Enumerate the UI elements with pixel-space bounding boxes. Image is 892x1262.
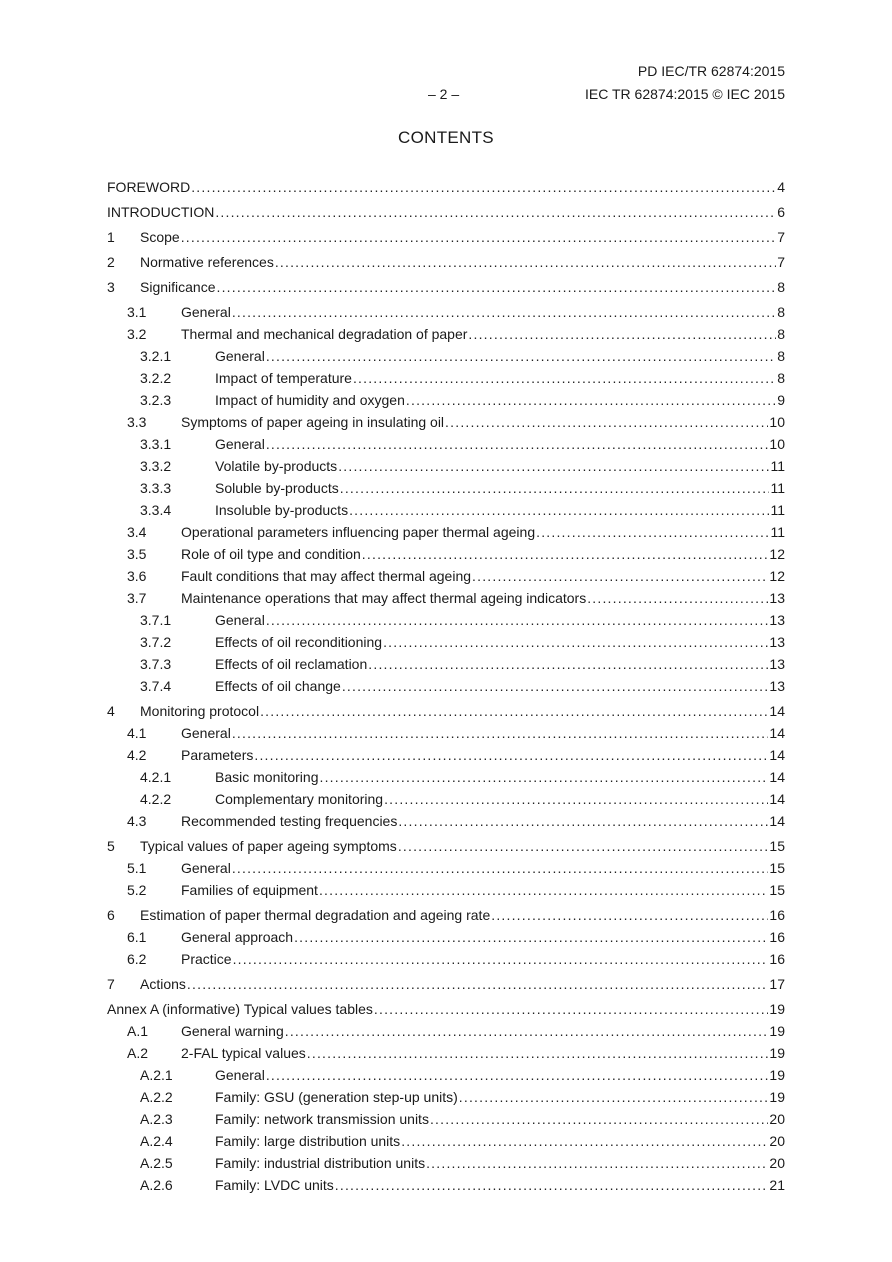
toc-entry-title: Family: GSU (generation step-up units) (215, 1089, 458, 1105)
toc-entry-page: 8 (777, 279, 785, 295)
toc-entry-number: 3.7.1 (140, 612, 172, 628)
toc-entry-number: 3.7 (127, 590, 147, 606)
toc-entry[interactable] (107, 879, 785, 901)
dot-leader (266, 1064, 769, 1086)
dot-leader (307, 1042, 769, 1064)
toc-entry-title: Basic monitoring (215, 769, 319, 785)
toc-entry-number: 4 (107, 703, 115, 719)
toc-entry[interactable] (107, 1086, 785, 1108)
toc-entry-number: 2 (107, 254, 115, 270)
toc-entry-number: 3.2.3 (140, 392, 172, 408)
toc-entry-title: Monitoring protocol (140, 703, 260, 719)
dot-leader (181, 226, 777, 248)
dot-leader (406, 389, 776, 411)
dot-leader (275, 251, 776, 273)
contents-title: CONTENTS (398, 128, 494, 147)
toc-entry-page: 13 (769, 590, 785, 606)
toc-entry-page: 19 (769, 1001, 785, 1017)
toc-entry-page: 11 (770, 480, 785, 496)
dot-leader (368, 653, 768, 675)
dot-leader (232, 722, 769, 744)
toc-entry[interactable] (107, 1108, 785, 1130)
toc-entry-page: 13 (769, 656, 785, 672)
toc-entry[interactable] (107, 1020, 785, 1042)
toc-entry[interactable] (107, 411, 785, 433)
toc-entry-number: 3 (107, 279, 115, 295)
toc-entry-page: 12 (769, 568, 785, 584)
toc-entry[interactable] (107, 810, 785, 832)
toc-entry-page: 7 (777, 229, 785, 245)
toc-entry[interactable] (107, 176, 785, 198)
dot-leader (232, 301, 776, 323)
toc-entry-page: 16 (769, 929, 785, 945)
toc-entry-title: General (215, 348, 265, 364)
toc-entry[interactable] (107, 766, 785, 788)
toc-entry-number: 6 (107, 907, 115, 923)
toc-entry-title: Insoluble by-products (215, 502, 349, 518)
dot-leader (187, 973, 769, 995)
toc-entry[interactable] (107, 973, 785, 995)
toc-entry[interactable] (107, 499, 785, 521)
toc-entry-title: FOREWORD (107, 179, 191, 195)
toc-entry-page: 4 (777, 179, 785, 195)
toc-entry-page: 14 (769, 747, 785, 763)
toc-entry-title: Complementary monitoring (215, 791, 384, 807)
dot-leader (398, 835, 769, 857)
toc-entry-title: General (215, 436, 265, 452)
dot-leader (587, 587, 768, 609)
toc-entry[interactable] (107, 251, 785, 273)
toc-entry[interactable] (107, 455, 785, 477)
toc-entry-number: 4.1 (127, 725, 147, 741)
toc-entry-page: 20 (769, 1133, 785, 1149)
toc-entry-page: 14 (769, 769, 785, 785)
toc-entry-title: Typical values of paper ageing symptoms (140, 838, 397, 854)
toc-entry-page: 14 (769, 791, 785, 807)
toc-entry-number: A.1 (127, 1023, 149, 1039)
toc-entry-title: 2-FAL typical values (181, 1045, 306, 1061)
toc-entry-title: Thermal and mechanical degradation of paper (181, 326, 468, 342)
toc-entry-page: 10 (769, 436, 785, 452)
toc-entry-title: General (215, 612, 265, 628)
toc-entry-page: 20 (769, 1155, 785, 1171)
toc-entry-number: A.2.6 (140, 1177, 173, 1193)
dot-leader (338, 455, 769, 477)
toc-entry-page: 12 (769, 546, 785, 562)
toc-entry-number: A.2.1 (140, 1067, 173, 1083)
toc-entry-number: 4.2 (127, 747, 147, 763)
toc-entry-number: 6.1 (127, 929, 147, 945)
toc-entry-number: 3.7.2 (140, 634, 172, 650)
table-of-contents (107, 176, 785, 1196)
dot-leader (349, 499, 769, 521)
dot-leader (468, 323, 776, 345)
dot-leader (260, 700, 768, 722)
toc-entry-title: Parameters (181, 747, 254, 763)
dot-leader (266, 433, 769, 455)
toc-entry[interactable] (107, 675, 785, 697)
dot-leader (398, 810, 768, 832)
toc-entry-number: 5.2 (127, 882, 147, 898)
toc-entry-number: 3.2.1 (140, 348, 172, 364)
dot-leader (232, 857, 769, 879)
toc-entry-title: General (215, 1067, 265, 1083)
dot-leader (217, 276, 777, 298)
toc-entry[interactable] (107, 653, 785, 675)
toc-entry-number: 5.1 (127, 860, 147, 876)
toc-entry-number: A.2.2 (140, 1089, 173, 1105)
toc-entry-page: 7 (777, 254, 785, 270)
toc-entry-page: 19 (769, 1023, 785, 1039)
dot-leader (401, 1130, 768, 1152)
toc-entry[interactable] (107, 1130, 785, 1152)
toc-entry-number: A.2.4 (140, 1133, 173, 1149)
toc-entry-title: Operational parameters influencing paper thermal ageing (181, 524, 536, 540)
dot-leader (191, 176, 776, 198)
toc-entry-title: Soluble by-products (215, 480, 339, 496)
toc-entry-number: 3.3.1 (140, 436, 172, 452)
toc-entry[interactable] (107, 367, 785, 389)
toc-entry-title: Practice (181, 951, 232, 967)
toc-entry[interactable] (107, 301, 785, 323)
toc-entry-page: 19 (769, 1067, 785, 1083)
toc-entry-title: Effects of oil reclamation (215, 656, 368, 672)
toc-entry-page: 9 (777, 392, 785, 408)
toc-entry-title: Fault conditions that may affect thermal ageing (181, 568, 472, 584)
toc-entry-page: 8 (777, 370, 785, 386)
toc-entry[interactable] (107, 543, 785, 565)
toc-entry-number: 4.2.2 (140, 791, 172, 807)
toc-entry-number: 4.2.1 (140, 769, 172, 785)
dot-leader (426, 1152, 768, 1174)
toc-entry-page: 11 (770, 524, 785, 540)
toc-entry-page: 15 (769, 882, 785, 898)
toc-entry[interactable] (107, 700, 785, 722)
toc-entry-number: 3.6 (127, 568, 147, 584)
document-id: PD IEC/TR 62874:2015 (637, 63, 785, 79)
toc-entry-title: INTRODUCTION (107, 204, 215, 220)
toc-entry[interactable] (107, 587, 785, 609)
toc-entry-page: 13 (769, 678, 785, 694)
toc-entry-page: 11 (770, 458, 785, 474)
dot-leader (362, 543, 769, 565)
toc-entry-title: Normative references (140, 254, 274, 270)
toc-entry[interactable] (107, 477, 785, 499)
toc-entry-title: Actions (140, 976, 186, 992)
dot-leader (335, 1174, 769, 1196)
toc-entry[interactable] (107, 948, 785, 970)
toc-entry-title: Significance (140, 279, 216, 295)
toc-entry-page: 14 (769, 703, 785, 719)
toc-entry-title: Annex A (informative) Typical values tables (107, 1001, 373, 1017)
toc-entry-page: 17 (769, 976, 785, 992)
page-number: – 2 – (428, 86, 460, 102)
toc-entry[interactable] (107, 345, 785, 367)
toc-entry-title: Effects of oil reconditioning (215, 634, 383, 650)
toc-entry-number: 3.7.4 (140, 678, 172, 694)
toc-entry-title: Maintenance operations that may affect thermal ageing indicators (181, 590, 587, 606)
dot-leader (374, 998, 769, 1020)
toc-entry[interactable] (107, 1042, 785, 1064)
dot-leader (320, 766, 769, 788)
toc-entry-number: A.2.3 (140, 1111, 173, 1127)
toc-entry[interactable] (107, 323, 785, 345)
dot-leader (319, 879, 768, 901)
toc-entry-page: 20 (769, 1111, 785, 1127)
toc-entry-title: Impact of humidity and oxygen (215, 392, 405, 408)
toc-entry[interactable] (107, 1152, 785, 1174)
dot-leader (294, 926, 768, 948)
toc-entry-number: 5 (107, 838, 115, 854)
toc-entry-number: 3.1 (127, 304, 147, 320)
toc-entry-page: 16 (769, 907, 785, 923)
toc-entry-number: 3.7.3 (140, 656, 172, 672)
dot-leader (536, 521, 769, 543)
toc-entry-title: Estimation of paper thermal degradation and ageing rate (140, 907, 491, 923)
toc-entry-number: 3.3.2 (140, 458, 172, 474)
toc-entry[interactable] (107, 904, 785, 926)
toc-entry[interactable] (107, 788, 785, 810)
dot-leader (459, 1086, 769, 1108)
toc-entry[interactable] (107, 998, 785, 1020)
toc-entry-title: Families of equipment (181, 882, 318, 898)
toc-entry[interactable] (107, 1064, 785, 1086)
toc-entry-number: 3.4 (127, 524, 147, 540)
toc-entry[interactable] (107, 276, 785, 298)
toc-entry-page: 6 (777, 204, 785, 220)
toc-entry[interactable] (107, 389, 785, 411)
toc-entry-number: 3.2 (127, 326, 147, 342)
toc-entry-page: 19 (769, 1045, 785, 1061)
toc-entry-title: Volatile by-products (215, 458, 338, 474)
toc-entry-page: 8 (777, 348, 785, 364)
toc-entry-title: Scope (140, 229, 180, 245)
toc-entry[interactable] (107, 722, 785, 744)
toc-entry[interactable] (107, 744, 785, 766)
toc-entry-number: 3.5 (127, 546, 147, 562)
toc-entry-page: 16 (769, 951, 785, 967)
toc-entry-title: General (181, 860, 231, 876)
toc-entry-title: Impact of temperature (215, 370, 352, 386)
toc-entry[interactable] (107, 521, 785, 543)
toc-entry[interactable] (107, 631, 785, 653)
toc-entry-page: 8 (777, 304, 785, 320)
dot-leader (340, 477, 770, 499)
copyright-line: IEC TR 62874:2015 © IEC 2015 (585, 86, 785, 102)
toc-entry-title: General warning (181, 1023, 284, 1039)
toc-entry-page: 11 (770, 502, 785, 518)
toc-entry-number: 3.2.2 (140, 370, 172, 386)
toc-entry-title: Family: large distribution units (215, 1133, 401, 1149)
toc-entry[interactable] (107, 433, 785, 455)
dot-leader (342, 675, 769, 697)
dot-leader (430, 1108, 768, 1130)
toc-entry-number: 7 (107, 976, 115, 992)
toc-entry-number: 1 (107, 229, 115, 245)
dot-leader (215, 201, 776, 223)
toc-entry-title: General (181, 725, 231, 741)
toc-entry-number: A.2 (127, 1045, 149, 1061)
toc-entry-title: Family: network transmission units (215, 1111, 429, 1127)
toc-entry-page: 8 (777, 326, 785, 342)
toc-entry-page: 14 (769, 813, 785, 829)
toc-entry-title: Family: LVDC units (215, 1177, 334, 1193)
dot-leader (266, 345, 776, 367)
dot-leader (233, 948, 769, 970)
toc-entry[interactable] (107, 201, 785, 223)
toc-entry-title: Recommended testing frequencies (181, 813, 398, 829)
toc-entry-title: Symptoms of paper ageing in insulating oil (181, 414, 445, 430)
toc-entry-page: 19 (769, 1089, 785, 1105)
toc-entry[interactable] (107, 565, 785, 587)
toc-entry-title: General approach (181, 929, 294, 945)
dot-leader (445, 411, 768, 433)
toc-entry-page: 13 (769, 634, 785, 650)
toc-entry-page: 15 (769, 838, 785, 854)
toc-entry-number: 6.2 (127, 951, 147, 967)
toc-entry-number: 3.3 (127, 414, 147, 430)
dot-leader (353, 367, 776, 389)
toc-entry-page: 13 (769, 612, 785, 628)
toc-entry-number: 3.3.3 (140, 480, 172, 496)
toc-entry-page: 15 (769, 860, 785, 876)
dot-leader (384, 788, 768, 810)
toc-entry[interactable] (107, 609, 785, 631)
toc-entry-number: A.2.5 (140, 1155, 173, 1171)
toc-entry[interactable] (107, 835, 785, 857)
dot-leader (383, 631, 768, 653)
toc-entry[interactable] (107, 1174, 785, 1196)
toc-entry-title: General (181, 304, 231, 320)
dot-leader (491, 904, 768, 926)
toc-entry-page: 10 (769, 414, 785, 430)
toc-entry-page: 21 (769, 1177, 785, 1193)
toc-entry-number: 3.3.4 (140, 502, 172, 518)
dot-leader (266, 609, 769, 631)
toc-entry[interactable] (107, 226, 785, 248)
dot-leader (472, 565, 768, 587)
dot-leader (254, 744, 768, 766)
toc-entry-page: 14 (769, 725, 785, 741)
dot-leader (285, 1020, 769, 1042)
toc-entry[interactable] (107, 857, 785, 879)
toc-entry-title: Effects of oil change (215, 678, 341, 694)
toc-entry-title: Role of oil type and condition (181, 546, 361, 562)
toc-entry-title: Family: industrial distribution units (215, 1155, 426, 1171)
toc-entry-number: 4.3 (127, 813, 147, 829)
toc-entry[interactable] (107, 926, 785, 948)
